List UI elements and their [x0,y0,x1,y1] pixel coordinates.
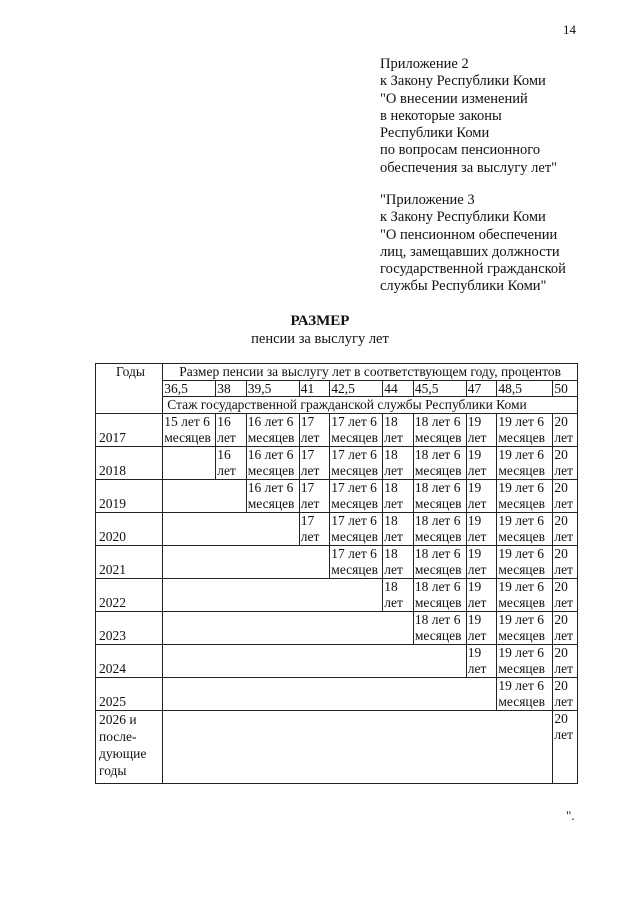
service-cell: 19 лет 6 месяцев [497,446,553,479]
service-cell: 20 лет [553,710,578,783]
percent-header: 38 [216,380,247,397]
appendix-line: "Приложение 3 [380,192,475,208]
appendix-line: государственной гражданской [380,261,566,278]
year-cell: 2021 [96,545,163,578]
service-cell: 16 лет 6 месяцев [246,479,299,512]
service-cell: 19 лет 6 месяцев [497,611,553,644]
year-cell: 2022 [96,578,163,611]
percent-header: 47 [466,380,497,397]
service-cell: 19 лет [466,611,497,644]
empty-cell [163,479,247,512]
service-cell: 20 лет [553,446,578,479]
empty-cell [163,578,383,611]
table-row [96,578,578,611]
service-cell: 20 лет [553,512,578,545]
service-cell: 16 лет 6 месяцев [246,446,299,479]
service-cell: 17 лет 6 месяцев [330,512,383,545]
service-cell: 19 лет 6 месяцев [497,578,553,611]
service-cell: 19 лет 6 месяцев [497,677,553,710]
table-row [96,479,578,512]
percent-header: 42,5 [330,380,383,397]
empty-cell [163,710,553,783]
service-cell: 20 лет [553,644,578,677]
service-cell: 19 лет [466,545,497,578]
percent-header: 48,5 [497,380,553,397]
percent-header: 36,5 [163,380,216,397]
appendix-line: к Закону Республики Коми [380,73,546,90]
service-cell: 18 лет 6 месяцев [413,578,466,611]
service-cell: 19 лет [466,644,497,677]
service-cell: 17 лет 6 месяцев [330,413,383,446]
percent-header: 44 [383,380,414,397]
service-cell: 20 лет [553,578,578,611]
service-cell: 16 лет 6 месяцев [246,413,299,446]
service-cell: 18 лет [383,446,414,479]
appendix-line: службы Республики Коми" [380,278,547,295]
table-row [96,512,578,545]
service-cell: 18 лет 6 месяцев [413,611,466,644]
percent-header: 41 [299,380,330,397]
service-cell: 20 лет [553,413,578,446]
service-cell: 17 лет [299,512,330,545]
service-cell: 18 лет [383,578,414,611]
table-row [96,644,578,677]
table-row [96,446,578,479]
service-cell: 20 лет [553,677,578,710]
service-cell: 18 лет 6 месяцев [413,479,466,512]
service-cell: 18 лет 6 месяцев [413,545,466,578]
service-cell: 17 лет [299,446,330,479]
year-cell: 2017 [96,413,163,446]
year-cell: 2025 [96,677,163,710]
service-cell: 20 лет [553,545,578,578]
service-cell: 18 лет 6 месяцев [413,512,466,545]
percent-header: 50 [553,380,578,397]
service-cell: 18 лет [383,413,414,446]
empty-cell [163,677,497,710]
empty-cell [163,611,414,644]
appendix-2-heading [380,56,557,177]
percent-header: 39,5 [246,380,299,397]
service-cell: 18 лет 6 месяцев [413,413,466,446]
appendix-3-heading [380,192,566,296]
table-row [96,710,578,783]
appendix-line: Приложение 2 [380,56,469,72]
year-cell: 2019 [96,479,163,512]
empty-cell [163,545,330,578]
table-row [96,413,578,446]
page-number: 14 [563,22,576,37]
service-cell: 19 лет 6 месяцев [497,512,553,545]
column-header-pension-size: Размер пенсии за выслугу лет в соответствующем году, процентов [163,364,578,381]
appendix-line: лиц, замещавших должности [380,243,560,260]
appendix-line: в некоторые законы [380,107,502,124]
service-cell: 18 лет 6 месяцев [413,446,466,479]
service-cell: 18 лет [383,479,414,512]
service-cell: 19 лет 6 месяцев [497,545,553,578]
service-cell: 19 лет 6 месяцев [497,644,553,677]
service-cell: 17 лет [299,413,330,446]
service-cell: 20 лет [553,479,578,512]
percent-header: 45,5 [413,380,466,397]
empty-cell [163,644,467,677]
service-cell: 15 лет 6 месяцев [163,413,216,446]
appendix-line: "О внесении изменений [380,90,528,107]
service-cell: 19 лет [466,512,497,545]
service-cell: 18 лет [383,545,414,578]
year-cell: 2026 и после- дующие годы [96,710,163,783]
column-header-years: Годы [96,364,163,414]
service-cell: 19 лет [466,479,497,512]
service-cell: 19 лет [466,446,497,479]
appendix-line: обеспечения за выслугу лет" [380,159,558,176]
table-row [96,677,578,710]
closing-quote-mark: ". [566,808,575,823]
pension-size-table [95,363,578,784]
service-cell: 17 лет 6 месяцев [330,446,383,479]
appendix-line: Республики Коми [380,125,490,142]
year-cell: 2018 [96,446,163,479]
service-cell: 16 лет [216,446,247,479]
year-cell: 2023 [96,611,163,644]
service-cell: 17 лет [299,479,330,512]
service-cell: 16 лет [216,413,247,446]
table-row [96,611,578,644]
service-cell: 19 лет 6 месяцев [497,479,553,512]
document-subtitle: пенсии за выслугу лет [251,331,389,347]
appendix-line: к Закону Республики Коми [380,209,546,226]
appendix-line: "О пенсионном обеспечении [380,226,558,243]
empty-cell [163,512,300,545]
year-cell: 2024 [96,644,163,677]
service-cell: 19 лет [466,578,497,611]
service-cell: 18 лет [383,512,414,545]
service-cell: 17 лет 6 месяцев [330,479,383,512]
year-cell: 2020 [96,512,163,545]
appendix-line: по вопросам пенсионного [380,142,541,159]
service-cell: 19 лет 6 месяцев [497,413,553,446]
document-title: РАЗМЕР [290,313,350,329]
service-cell: 20 лет [553,611,578,644]
service-cell: 17 лет 6 месяцев [330,545,383,578]
empty-cell [163,446,216,479]
table-row [96,545,578,578]
service-length-header: Стаж государственной гражданской службы Республики Коми [163,397,578,414]
service-cell: 19 лет [466,413,497,446]
